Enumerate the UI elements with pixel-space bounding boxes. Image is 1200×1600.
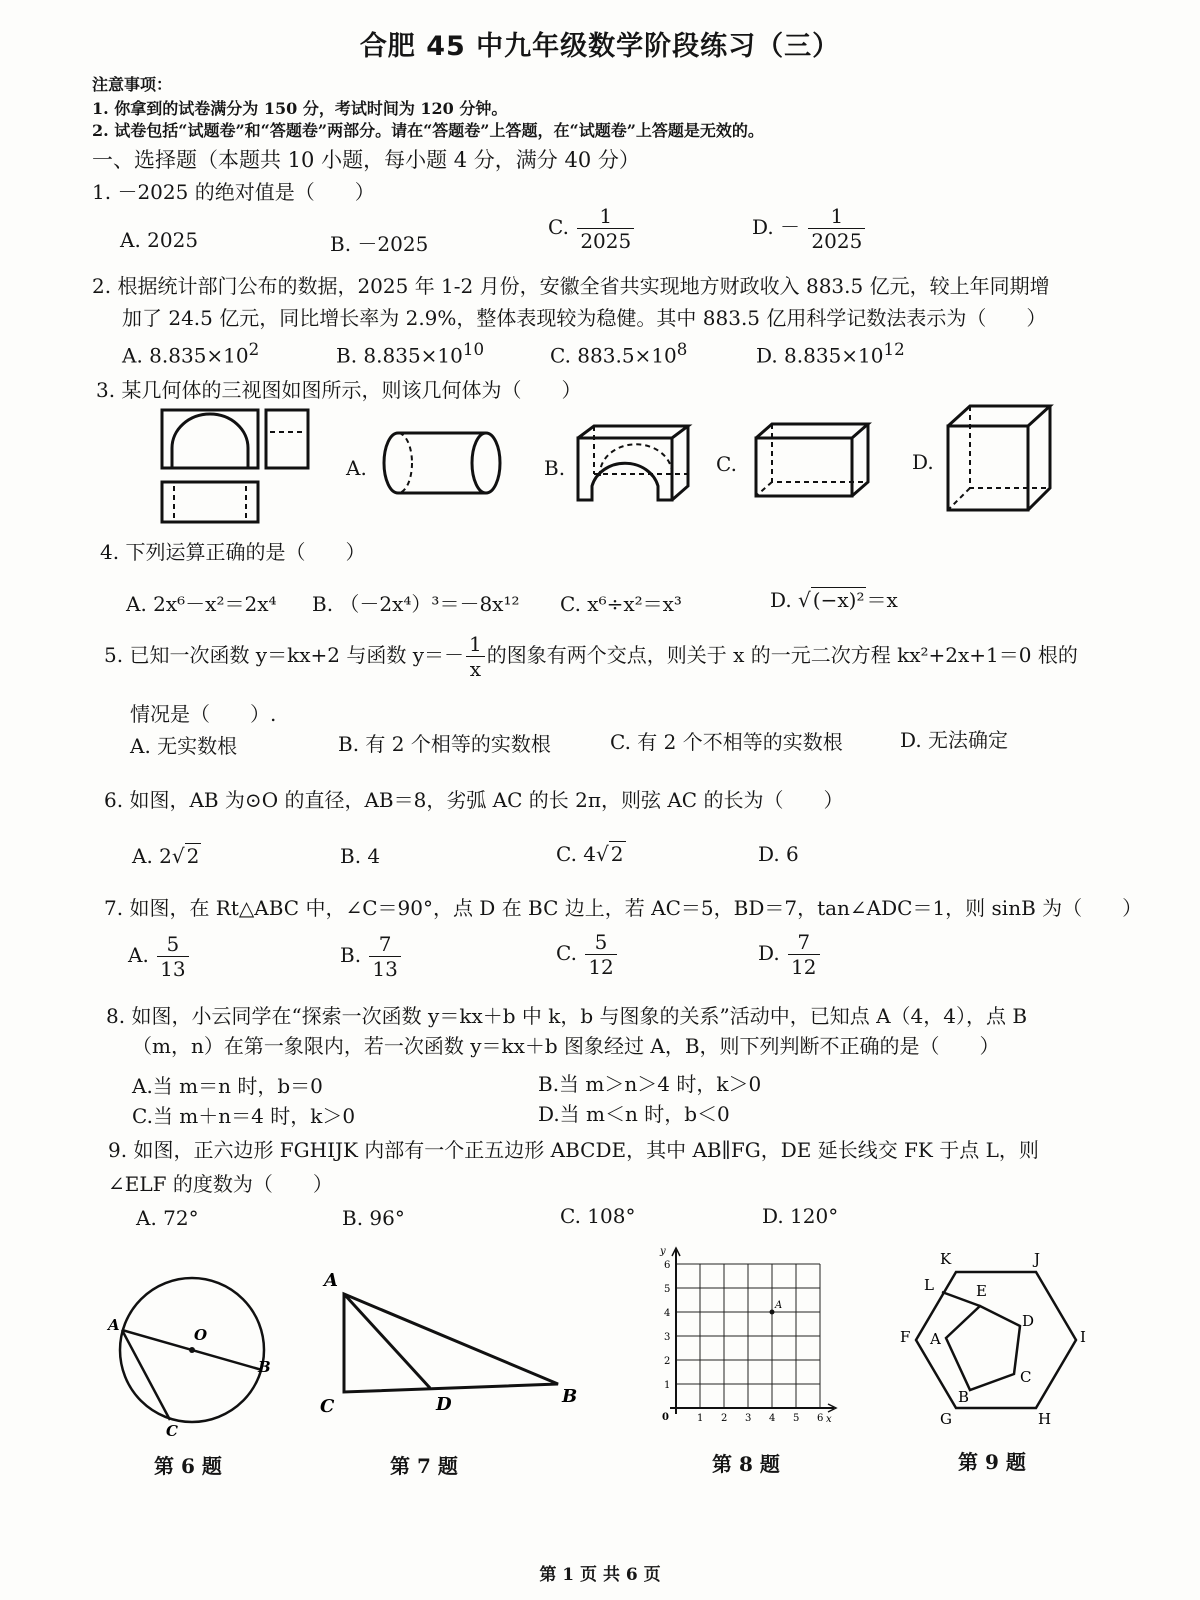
q2-option-d: D. $8.835\times 10^{12}$ bbox=[756, 340, 905, 368]
fig8-y-tick-label: 6 bbox=[664, 1260, 671, 1271]
q3-three-views-figure bbox=[150, 400, 320, 530]
q6-stem: 6. 如图，AB 为⊙O 的直径，AB＝8，劣弧 AC 的长 2π，则弦 AC 的长为（ ） bbox=[104, 788, 844, 812]
q9-option-d: D. 120° bbox=[762, 1204, 839, 1228]
q8-stem-line2: （m，n）在第一象限内，若一次函数 y＝kx＋b 图象经过 A，B，则下列判断不正确的是（ ） bbox=[132, 1034, 1000, 1058]
q2-stem-line2: 加了 24.5 亿元，同比增长率为 2.9%，整体表现较为稳健。其中 883.5 亿用科学记数法表示为（ ） bbox=[122, 306, 1047, 330]
q1-option-c: C. $\frac{1}{2025}$ bbox=[548, 204, 636, 253]
fig7-triangle-diagram bbox=[310, 1264, 586, 1424]
q9-stem-line1: 9. 如图，正六边形 FGHIJK 内部有一个正五边形 ABCDE，其中 AB∥FG，DE 延长线交 FK 于点 L，则 bbox=[108, 1138, 1039, 1162]
q9-option-b: B. 96° bbox=[342, 1206, 405, 1230]
fig6-label-b: B bbox=[258, 1358, 271, 1376]
q5-stem-line1: 5. 已知一次函数 y＝kx+2 与函数 y＝－ $\frac{1}{x}$ 的图象有两个交点，则关于 x 的一元二次方程 kx²+2x+1＝0 根的 bbox=[104, 632, 1078, 681]
note-item-1: 1. 你拿到的试卷满分为 150 分，考试时间为 120 分钟。 bbox=[92, 99, 508, 118]
q1-option-a: A. 2025 bbox=[120, 228, 199, 252]
fig8-x-tick-label: 3 bbox=[745, 1413, 752, 1424]
q4-option-b: B. （－2x⁴）³＝－8x¹² bbox=[312, 592, 520, 616]
q2-stem-line1: 2. 根据统计部门公布的数据，2025 年 1-2 月份，安徽全省共实现地方财政收入 883.5 亿元，较上年同期增 bbox=[92, 274, 1050, 298]
q3-cylinder-figure bbox=[378, 426, 508, 500]
fig9-label-k: K bbox=[940, 1250, 952, 1268]
fig8-y-tick-label: 4 bbox=[664, 1308, 671, 1319]
q6-option-b: B. 4 bbox=[340, 844, 381, 868]
page-footer: 第 1 页 共 6 页 bbox=[539, 1565, 661, 1585]
q9-option-c: C. 108° bbox=[560, 1204, 636, 1228]
fig9-label-f: F bbox=[900, 1328, 911, 1346]
fig7-label-b: B bbox=[562, 1386, 578, 1407]
q8-option-d: D.当 m＜n 时，b＜0 bbox=[538, 1102, 730, 1126]
fig8-x-tick-label: 2 bbox=[721, 1413, 728, 1424]
fig8-y-tick-label: 1 bbox=[664, 1380, 671, 1391]
fig8-x-tick-label: 5 bbox=[793, 1413, 800, 1424]
fig9-label-i: I bbox=[1080, 1328, 1086, 1346]
fig8-point-a-label: A bbox=[775, 1300, 783, 1311]
q3-option-d: D. bbox=[912, 450, 934, 474]
fig6-label-a: A bbox=[108, 1316, 120, 1334]
fig8-x-tick-label: 1 bbox=[697, 1413, 704, 1424]
q7-option-c: C. $\frac{5}{12}$ bbox=[556, 930, 619, 979]
fig8-coordinate-grid bbox=[648, 1244, 848, 1428]
q8-stem-line1: 8. 如图，小云同学在“探索一次函数 y＝kx＋b 中 k，b 与图象的关系”活动中，已知点 A（4，4），点 B bbox=[106, 1004, 1028, 1028]
fig8-y-tick-label: 5 bbox=[664, 1284, 671, 1295]
fig9-caption: 第 9 题 bbox=[958, 1450, 1026, 1474]
fig9-label-h: H bbox=[1038, 1410, 1052, 1426]
fig8-y-tick-label: 2 bbox=[664, 1356, 671, 1367]
q7-stem: 7. 如图，在 Rt△ABC 中，∠C＝90°，点 D 在 BC 边上，若 AC＝5，BD＝7，tan∠ADC＝1，则 sinB 为（ ） bbox=[104, 896, 1143, 920]
fig9-label-g: G bbox=[940, 1410, 952, 1426]
q4-option-d: D. √ (−x)² ＝x bbox=[770, 588, 898, 612]
notes-heading: 注意事项： bbox=[92, 75, 173, 94]
q3-cuboid-figure bbox=[752, 418, 872, 500]
q6-option-d: D. 6 bbox=[758, 842, 799, 866]
fig6-circle-diagram bbox=[104, 1272, 284, 1438]
fig8-y-axis-label: y bbox=[660, 1246, 666, 1257]
q3-option-b: B. bbox=[544, 456, 566, 480]
fig9-label-e: E bbox=[976, 1282, 987, 1300]
q5-option-c: C. 有 2 个不相等的实数根 bbox=[610, 730, 843, 754]
q3-option-a: A. bbox=[346, 456, 367, 480]
fig8-y-tick-label: 3 bbox=[664, 1332, 671, 1343]
q9-stem-line2: ∠ELF 的度数为（ ） bbox=[108, 1172, 333, 1196]
section-heading: 一、选择题（本题共 10 小题，每小题 4 分，满分 40 分） bbox=[92, 148, 640, 172]
q4-stem: 4. 下列运算正确的是（ ） bbox=[100, 540, 366, 564]
q3-arch-block-figure bbox=[572, 420, 698, 506]
fig6-caption: 第 6 题 bbox=[154, 1454, 222, 1478]
fig6-label-o: O bbox=[194, 1326, 208, 1344]
q5-stem-line2: 情况是（ ）. bbox=[130, 702, 277, 726]
fig9-label-l: L bbox=[924, 1276, 934, 1294]
q6-option-a: A. 2√ 2 bbox=[132, 844, 200, 868]
q1-option-b: B. －2025 bbox=[330, 232, 429, 256]
q6-option-c: C. 4√ 2 bbox=[556, 842, 624, 866]
q5-option-b: B. 有 2 个相等的实数根 bbox=[338, 732, 551, 756]
q7-option-b: B. $\frac{7}{13}$ bbox=[340, 932, 403, 981]
fig7-label-a: A bbox=[324, 1270, 338, 1291]
fig7-caption: 第 7 题 bbox=[390, 1454, 458, 1478]
fig7-label-c: C bbox=[320, 1396, 335, 1417]
q1-option-d: D. － $\frac{1}{2025}$ bbox=[752, 204, 867, 253]
fig9-hexagon-pentagon-diagram bbox=[896, 1246, 1096, 1426]
q9-option-a: A. 72° bbox=[136, 1206, 199, 1230]
q8-option-c: C.当 m＋n＝4 时，k＞0 bbox=[132, 1104, 356, 1128]
q3-stem: 3. 某几何体的三视图如图所示，则该几何体为（ ） bbox=[96, 378, 582, 402]
page-title: 合肥 45 中九年级数学阶段练习（三） bbox=[359, 31, 841, 62]
q5-option-a: A. 无实数根 bbox=[130, 734, 238, 758]
q7-option-a: A. $\frac{5}{13}$ bbox=[128, 932, 191, 981]
q3-cube-figure bbox=[944, 402, 1054, 514]
q8-option-a: A.当 m＝n 时，b＝0 bbox=[132, 1074, 323, 1098]
fig8-x-axis-label: x bbox=[826, 1414, 832, 1425]
q7-option-d: D. $\frac{7}{12}$ bbox=[758, 930, 822, 979]
q4-option-c: C. x⁶÷x²＝x³ bbox=[560, 592, 682, 616]
fig8-caption: 第 8 题 bbox=[712, 1452, 780, 1476]
q2-option-a: A. $8.835\times 10^2$ bbox=[122, 340, 260, 368]
q8-option-b: B.当 m＞n＞4 时，k＞0 bbox=[538, 1072, 762, 1096]
fig8-x-tick-label: 4 bbox=[769, 1413, 776, 1424]
fig8-origin-label: 0 bbox=[662, 1412, 669, 1423]
fig9-label-b: B bbox=[958, 1388, 970, 1406]
q5-option-d: D. 无法确定 bbox=[900, 728, 1009, 752]
fig6-label-c: C bbox=[166, 1422, 178, 1438]
q2-option-c: C. $883.5\times 10^8$ bbox=[550, 340, 688, 368]
q2-option-b: B. $8.835\times 10^{10}$ bbox=[336, 340, 485, 368]
fig7-label-d: D bbox=[436, 1394, 452, 1415]
fig9-label-c: C bbox=[1020, 1368, 1032, 1386]
fig9-label-a: A bbox=[930, 1330, 941, 1348]
q3-option-c: C. bbox=[716, 452, 737, 476]
fig9-label-d: D bbox=[1022, 1312, 1035, 1330]
fig8-x-tick-label: 6 bbox=[817, 1413, 824, 1424]
q1-stem: 1. －2025 的绝对值是（ ） bbox=[92, 180, 375, 204]
note-item-2: 2. 试卷包括“试题卷”和“答题卷”两部分。请在“答题卷”上答题，在“试题卷”上答题是无效的。 bbox=[92, 121, 764, 140]
q4-option-a: A. 2x⁶－x²＝2x⁴ bbox=[126, 592, 277, 616]
fig9-label-j: J bbox=[1034, 1250, 1041, 1268]
